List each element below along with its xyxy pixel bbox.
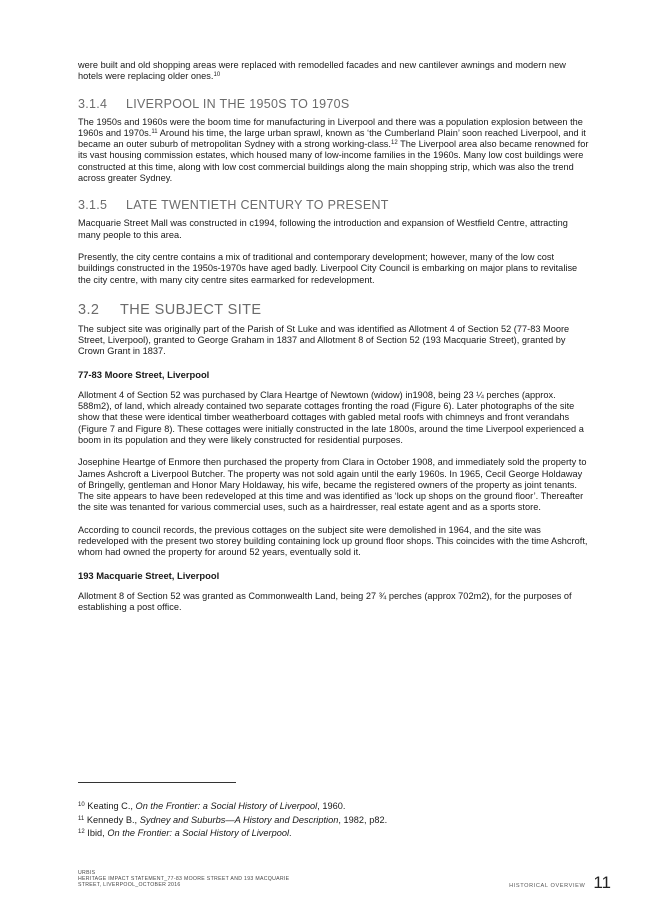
paragraph-text: The Liverpool area also became renowned for its vast housing commission estates, which housed many of low-income families in the 1960s. Many low cost buildings were constructed at this time, along with low cost commercial buildings along the main shopping strip, which was also the trend across greater Sydney. <box>78 139 589 184</box>
section-heading-3-1-4 <box>78 97 590 111</box>
subheading-moore-street: 77-83 Moore Street, Liverpool <box>78 368 210 380</box>
footnote-author: Ibid, <box>84 828 108 839</box>
paragraph-moore-1: Allotment 4 of Section 52 was purchased by Clara Heartge of Newtown (widow) in1908, being 23 ¼ perches (approx. 588m2), of land, which already contained two separate cottages fronting the road (Figure 6). Later photographs of the site show that these were identical timber weatherboard cottages with gabled metal roofs with chimneys and front verandahs (Figure 7 and Figure 8). These cottages were initially constructed in the late 1800s, around the time Liverpool experienced a boom in its population and they were likely constructed for residential purposes. <box>78 389 584 445</box>
paragraph-text: The 1950s and 1960s were the boom time for manufacturing in Liverpool and there was a population explosion between the 1960s and 1970s. <box>78 116 583 138</box>
intro-paragraph <box>78 60 590 83</box>
paragraph-moore-3: According to council records, the previous cottages on the subject site were demolished in 1964, and the site was redeveloped with the present two storey building containing lock up ground floor shops. This coincides with the time Ashcroft, whom had owned the property for around 52 years, eventually sold it. <box>78 524 588 558</box>
footnote-ref[interactable]: 12 <box>391 140 398 147</box>
document-body <box>78 60 590 613</box>
footnote-divider <box>78 782 236 783</box>
section-number: 3.1.4 <box>78 96 108 111</box>
footnote-number: 10 <box>78 802 85 808</box>
footer-doc-info <box>78 870 289 889</box>
subheading-macquarie-street: 193 Macquarie Street, Liverpool <box>78 569 220 581</box>
paragraph-text: Around his time, the large urban sprawl, known as ‘the Cumberland Plain’ soon reached Liverpool, and it became an outer suburb of metropolitan Sydney with a strong working-class. <box>78 127 586 150</box>
footnote-title: On the Frontier: a Social History of Liverpool <box>107 828 290 839</box>
footnote-author: Keating C., <box>84 801 136 811</box>
section-heading-3-1-5 <box>78 198 590 212</box>
paragraph-moore-2: Josephine Heartge of Enmore then purchased the property from Clara in October 1908, and immediately sold the property to James Ashcroft a Liverpool Butcher. The property was not sold again until the early 1960s. In 1965, Cecil George Holdaway of Bringelly, gentleman and Honor Mary Holdaway, his wife, became the registered owners of the property as joint tenants. The site appears to have been redeveloped at this time and was identified as ‘lock up shops on the ground floor’. Thereafter the site was tenanted for various commercial uses, such as a hairdresser, real estate agent and as a sports store. <box>78 457 587 513</box>
section-heading-3-2 <box>78 302 590 318</box>
footnote-ref[interactable]: 11 <box>151 128 158 135</box>
paragraph-mall: Macquarie Street Mall was constructed in c1994, following the introduction and expansion of Westfield Centre, attracting many people to this area. <box>78 218 568 240</box>
footer-org: URBIS <box>78 870 96 876</box>
footnote-author: Kennedy B., <box>84 814 140 825</box>
paragraph-subject-site: The subject site was originally part of the Parish of St Luke and was identified as Allotment 4 of Section 52 (77-83 Moore Street, Liverpool), granted to George Graham in 1837 and Allotment 8 of Section 52 (193 Macquarie Street), granted by Crown Grant in 1837. <box>78 323 570 357</box>
section-title: LIVERPOOL IN THE 1950S TO 1970S <box>126 96 350 111</box>
footnote-detail: , 1982, p82. <box>338 814 388 825</box>
footnote-detail: , 1960. <box>317 801 346 811</box>
paragraph-1950s <box>78 117 590 185</box>
section-number: 3.2 <box>78 301 100 318</box>
footer-doc-title-line2: STREET, LIVERPOOL_OCTOBER 2016 <box>78 882 181 889</box>
footer-doc-title-line1: HERITAGE IMPACT STATEMENT_77-83 MOORE STREET AND 193 MACQUARIE <box>78 876 290 883</box>
footer-page-info <box>509 874 611 891</box>
section-title: LATE TWENTIETH CENTURY TO PRESENT <box>126 198 389 213</box>
footnote-ref[interactable]: 10 <box>213 72 221 79</box>
footnote-11 <box>78 814 590 828</box>
intro-text: were built and old shopping areas were replaced with remodelled facades and new cantilever awnings and modern new hotels were replacing older ones. <box>78 60 566 82</box>
footer-section-name: HISTORICAL OVERVIEW <box>509 883 586 889</box>
page-number: 11 <box>593 873 611 892</box>
footnote-12 <box>78 827 590 841</box>
footnote-number: 12 <box>78 829 85 836</box>
footnote-title: Sydney and Suburbs—A History and Description <box>139 814 339 825</box>
footnote-detail: . <box>289 828 292 839</box>
footnote-number: 11 <box>78 815 85 822</box>
paragraph-macquarie-1: Allotment 8 of Section 52 was granted as Commonwealth Land, being 27 ¾ perches (approx 702m2), for the purposes of establishing a post office. <box>78 590 572 612</box>
footnote-title: On the Frontier: a Social History of Liverpool <box>135 801 318 811</box>
section-title: THE SUBJECT SITE <box>120 301 262 318</box>
footnotes <box>78 800 590 841</box>
paragraph-present: Presently, the city centre contains a mix of traditional and contemporary development; however, many of the low cost buildings constructed in the 1950s-1970s have aged badly. Liverpool City Council is embarking on major plans to revitalise the city centre, with many city centre sites earmarked for redevelopment. <box>78 251 578 285</box>
section-number: 3.1.5 <box>78 198 108 213</box>
footnote-10 <box>78 800 590 814</box>
